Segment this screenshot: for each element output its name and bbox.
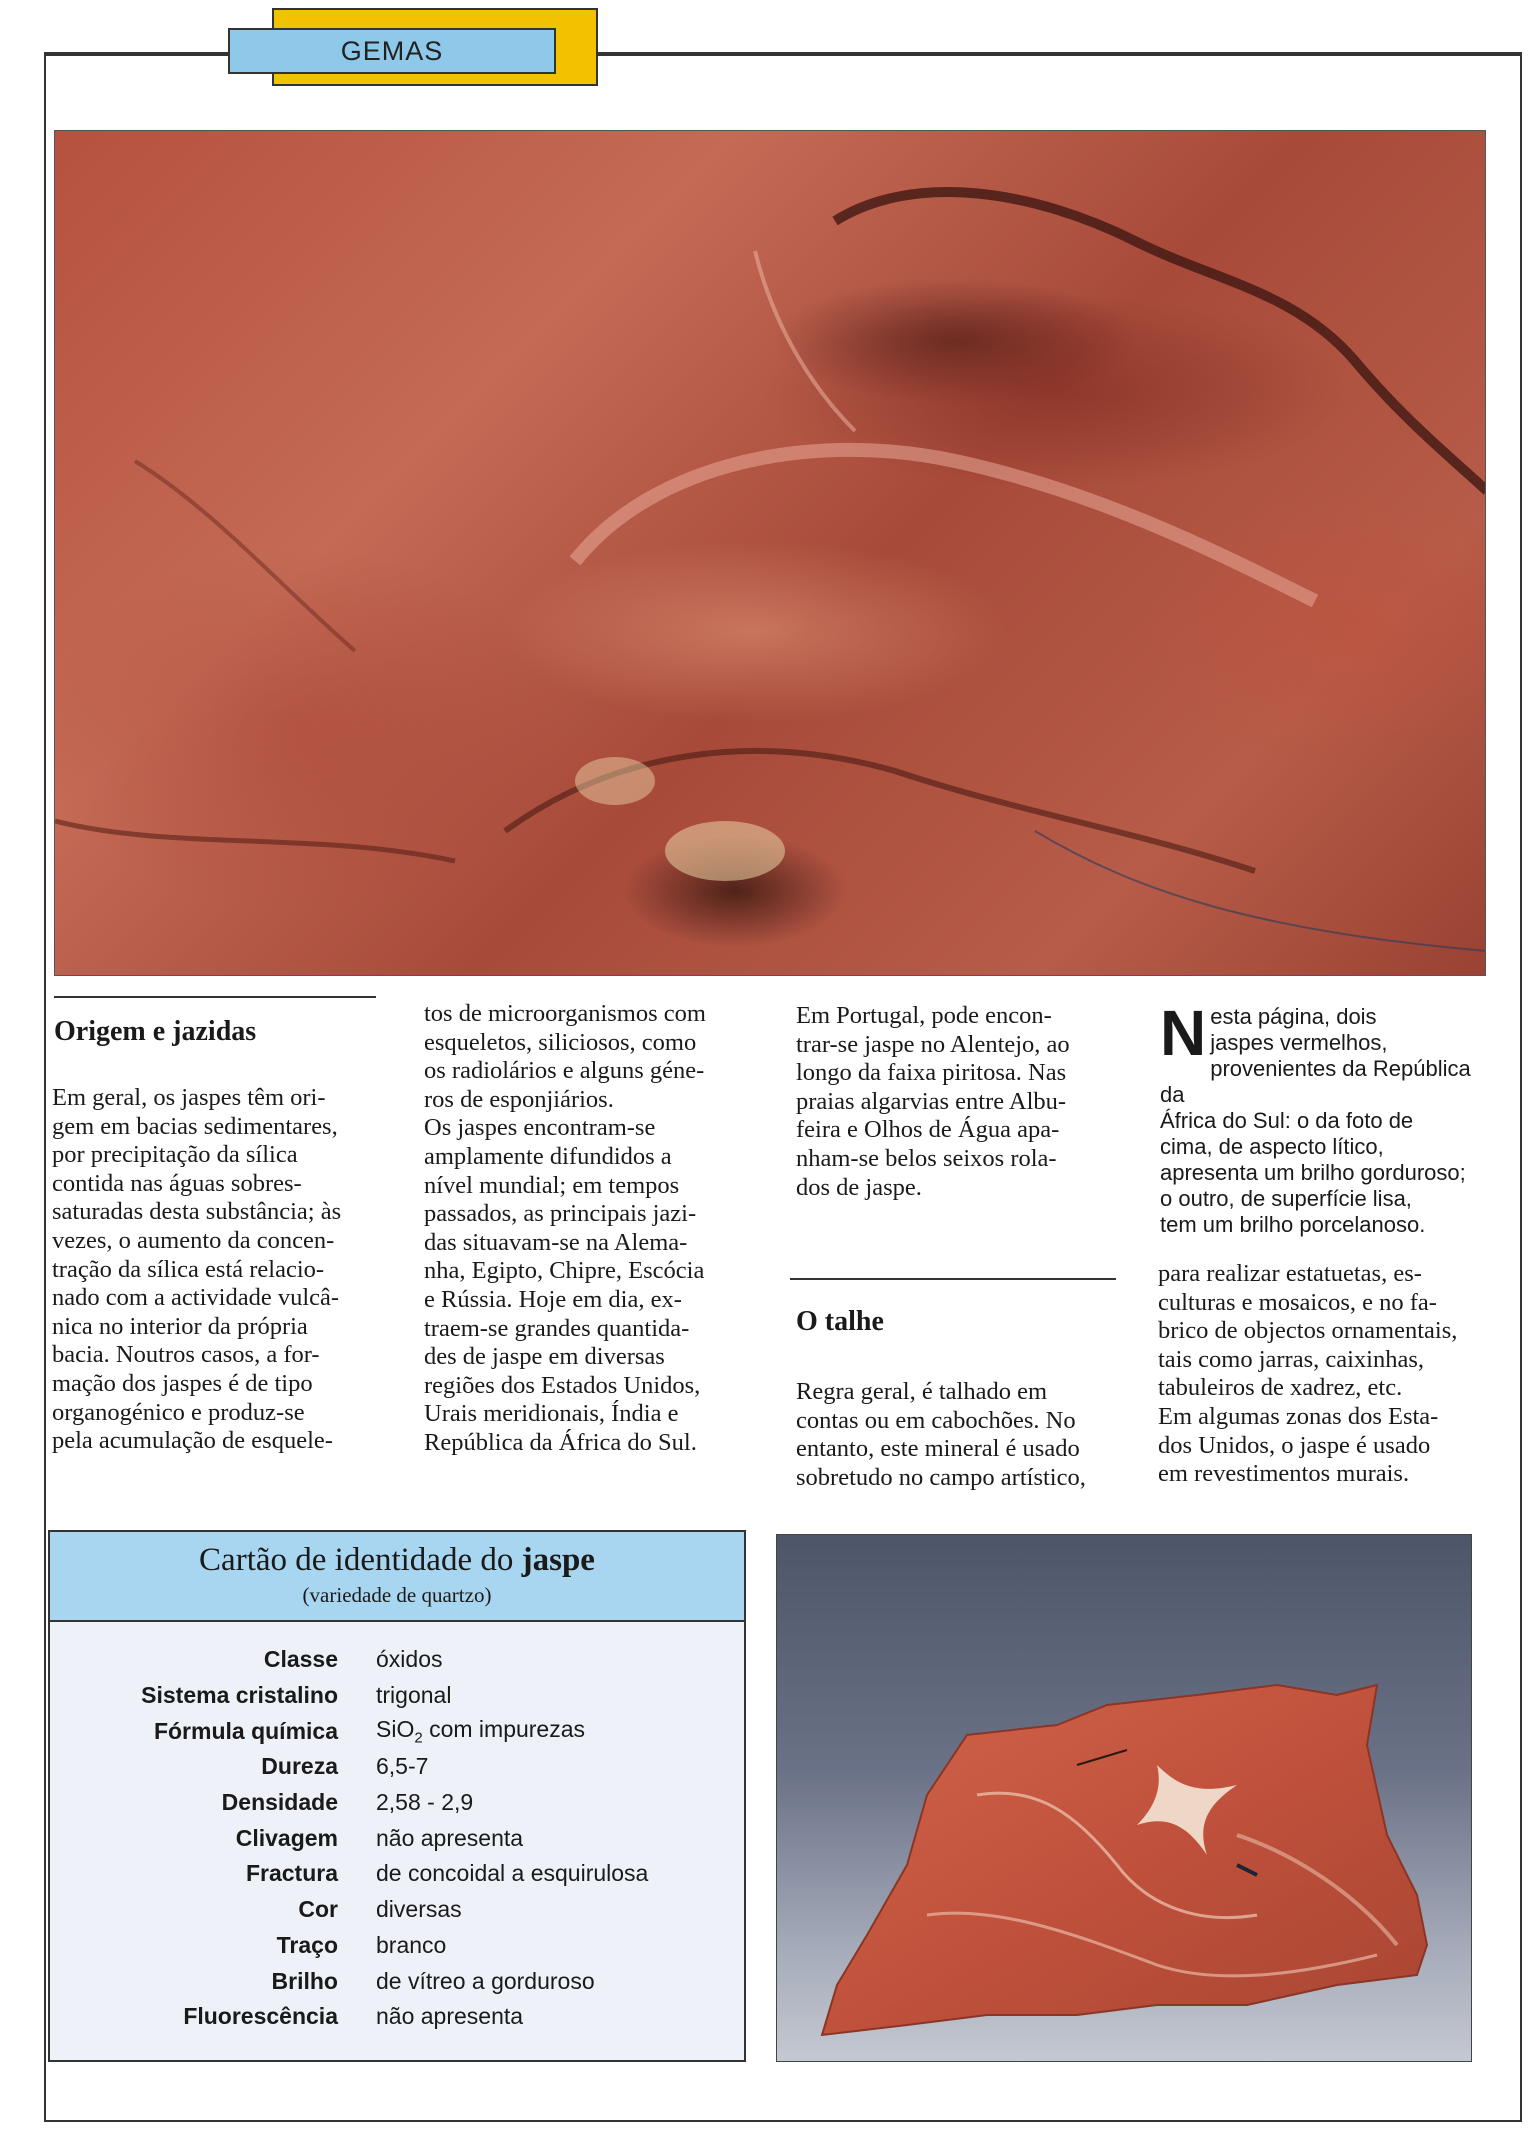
row-label: Fórmula química — [153, 1717, 338, 1744]
text-line: e Rússia. Hoje em dia, ex- — [424, 1285, 682, 1313]
col3-rule — [790, 1278, 1116, 1280]
card-row — [50, 1892, 744, 1928]
text-line: saturadas desta substância; às — [52, 1198, 342, 1226]
text-line: nham-se belos seixos rola- — [796, 1144, 1057, 1172]
text-line: esqueletos, siliciosos, como — [424, 1028, 697, 1056]
caption-line: jaspes vermelhos, — [1210, 1030, 1388, 1055]
text-line: em revestimentos murais. — [1158, 1460, 1410, 1488]
jasper-slab-illustration — [777, 1535, 1472, 2062]
caption-line: o outro, de superfície lisa, — [1160, 1186, 1412, 1211]
text-line: longo da faixa piritosa. Nas — [796, 1059, 1067, 1087]
heading-origem: Origem e jazidas — [54, 1016, 257, 1047]
text-line: Em algumas zonas dos Esta- — [1158, 1402, 1439, 1430]
row-value: de vítreo a gorduroso — [376, 1967, 595, 1994]
row-label: Sistema cristalino — [141, 1682, 338, 1709]
text-line: por precipitação da sílica — [52, 1141, 298, 1169]
row-label: Traço — [276, 1931, 338, 1958]
text-line: nível mundial; em tempos — [424, 1171, 680, 1199]
row-value: não apresenta — [376, 1824, 524, 1851]
text-line: nica no interior da própria — [52, 1312, 308, 1340]
row-value: trigonal — [376, 1682, 452, 1709]
identity-card — [48, 1530, 746, 2062]
text-line: des de jaspe em diversas — [424, 1343, 665, 1371]
card-row — [50, 1820, 744, 1856]
row-label: Brilho — [271, 1967, 338, 1994]
row-label: Cor — [298, 1896, 338, 1923]
text-line: gem em bacias sedimentares, — [52, 1112, 338, 1140]
text-line: Em Portugal, pode encon- — [796, 1002, 1052, 1029]
caption-line: provenientes da República da — [1160, 1056, 1471, 1107]
text-line: Em geral, os jaspes têm ori- — [52, 1084, 326, 1111]
text-line: brico de objectos ornamentais, — [1158, 1317, 1458, 1345]
row-value: 2,58 - 2,9 — [376, 1789, 474, 1816]
text-line: nha, Egipto, Chipre, Escócia — [424, 1257, 705, 1285]
col1-rule — [54, 996, 376, 998]
header-rule — [598, 52, 1522, 54]
row-label: Densidade — [221, 1789, 338, 1816]
text-line: traem-se grandes quantida- — [424, 1314, 690, 1342]
row-value — [376, 1716, 744, 1747]
caption-line: África do Sul: o da foto de — [1160, 1108, 1414, 1133]
text-line: Regra geral, é talhado em — [796, 1378, 1048, 1405]
row-value: diversas — [376, 1896, 462, 1923]
photo-caption — [1160, 997, 1490, 1238]
jasper-polished-photo — [776, 1534, 1472, 2062]
formula-subscript: 2 — [414, 1729, 423, 1747]
text-line: contida nas águas sobres- — [52, 1169, 302, 1197]
text-line: nado com a actividade vulcâ- — [52, 1284, 340, 1312]
text-line: organogénico e produz-se — [52, 1398, 305, 1426]
card-row — [50, 1785, 744, 1821]
text-line: contas ou em cabochões. No — [796, 1406, 1076, 1434]
col2-text — [424, 1000, 750, 1458]
text-line: amplamente difundidos a — [424, 1142, 672, 1170]
row-value: óxidos — [376, 1646, 443, 1673]
text-line: ros de esponjiários. — [424, 1085, 614, 1113]
card-row — [50, 1999, 744, 2035]
row-label: Fluorescência — [183, 2003, 338, 2030]
heading-talhe: O talhe — [796, 1306, 884, 1337]
text-line: bacia. Noutros casos, a for- — [52, 1341, 320, 1369]
title-bold: jaspe — [521, 1542, 595, 1578]
card-row — [50, 1928, 744, 1964]
row-value: branco — [376, 1931, 447, 1958]
text-line: tais como jarras, caixinhas, — [1158, 1345, 1425, 1373]
drop-cap: N — [1160, 997, 1207, 1069]
text-line: vezes, o aumento da concen- — [52, 1226, 335, 1254]
formula-suffix: com impurezas — [422, 1715, 586, 1742]
col3-talhe-text — [796, 1378, 1118, 1492]
text-line: tos de microorganismos com — [424, 1000, 706, 1027]
col4-text — [1158, 1260, 1480, 1489]
card-row — [50, 1713, 744, 1749]
jasper-rough-photo — [54, 130, 1486, 976]
text-line: feira e Olhos de Água apa- — [796, 1116, 1060, 1144]
row-value: 6,5-7 — [376, 1753, 429, 1780]
row-label: Dureza — [261, 1753, 338, 1780]
text-line: dos Unidos, o jaspe é usado — [1158, 1431, 1431, 1459]
card-row — [50, 1856, 744, 1892]
text-line: praias algarvias entre Albu- — [796, 1087, 1067, 1115]
text-line: República da África do Sul. — [424, 1428, 697, 1456]
caption-line: cima, de aspecto lítico, — [1160, 1134, 1384, 1159]
identity-card-rows — [50, 1642, 744, 2035]
text-line: dos de jaspe. — [796, 1173, 922, 1201]
text-line: Urais meridionais, Índia e — [424, 1400, 679, 1428]
title-prefix: Cartão de identidade do — [199, 1542, 514, 1578]
card-row — [50, 1749, 744, 1785]
card-row — [50, 1678, 744, 1714]
row-label: Clivagem — [235, 1824, 338, 1851]
header-rule-left — [44, 52, 228, 54]
section-tab: GEMAS — [228, 28, 556, 74]
formula-base: SiO — [376, 1715, 415, 1742]
text-line: entanto, este mineral é usado — [796, 1435, 1080, 1463]
row-label: Classe — [263, 1646, 338, 1673]
row-label: Fractura — [245, 1860, 338, 1887]
text-line: pela acumulação de esquele- — [52, 1427, 333, 1455]
row-value: de concoidal a esquirulosa — [376, 1860, 649, 1887]
text-line: Os jaspes encontram-se — [424, 1114, 656, 1142]
card-row — [50, 1963, 744, 1999]
text-line: mação dos jaspes é de tipo — [52, 1369, 313, 1397]
text-line: culturas e mosaicos, e no fa- — [1158, 1288, 1437, 1316]
jasper-rough-texture — [55, 131, 1486, 976]
caption-line: esta página, dois — [1210, 1004, 1377, 1029]
text-line: para realizar estatuetas, es- — [1158, 1260, 1422, 1287]
text-line: das situavam-se na Alema- — [424, 1228, 688, 1256]
text-line: regiões dos Estados Unidos, — [424, 1371, 701, 1399]
caption-line: tem um brilho porcelanoso. — [1160, 1212, 1426, 1237]
col3-text — [796, 1002, 1118, 1202]
caption-line: apresenta um brilho gorduroso; — [1160, 1160, 1466, 1185]
text-line: passados, as principais jazi- — [424, 1200, 697, 1228]
text-line: os radiolários e alguns géne- — [424, 1057, 705, 1085]
text-line: tabuleiros de xadrez, etc. — [1158, 1374, 1403, 1402]
col1-text — [52, 1084, 378, 1456]
text-line: tração da sílica está relacio- — [52, 1255, 325, 1283]
card-row — [50, 1642, 744, 1678]
identity-card-header — [50, 1532, 744, 1622]
text-line: trar-se jaspe no Alentejo, ao — [796, 1030, 1070, 1058]
identity-card-subtitle: (variedade de quartzo) — [302, 1583, 492, 1607]
row-value: não apresenta — [376, 2003, 524, 2030]
identity-card-title — [50, 1532, 744, 1579]
text-line: sobretudo no campo artístico, — [796, 1463, 1086, 1491]
